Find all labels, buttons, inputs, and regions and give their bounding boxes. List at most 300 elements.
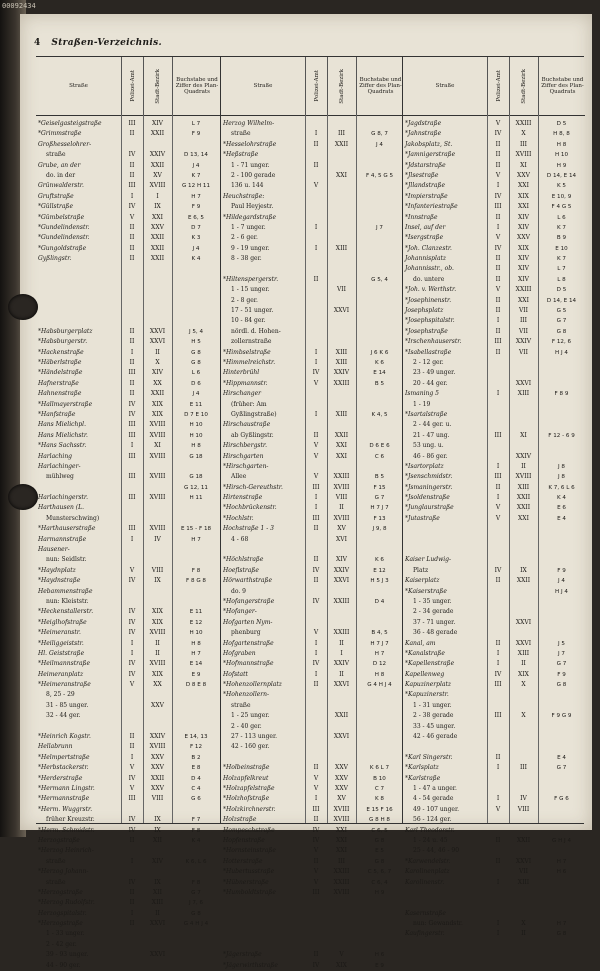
table-row — [403, 244, 585, 254]
plan-square: G 18 — [189, 453, 203, 460]
table-row — [403, 264, 585, 274]
plan-square: G 12 H 11 — [181, 183, 211, 190]
police-office: V — [313, 182, 319, 190]
city-district: XIV — [152, 120, 163, 127]
plan-square: G 8 H 8 — [369, 817, 390, 824]
street-name: *Isabellastraße — [405, 348, 452, 356]
street-name: *Hornsteinstraße — [223, 847, 276, 855]
table-row — [403, 285, 585, 295]
street-name: *Isartorplatz — [405, 462, 444, 470]
street-name: Herzogspitalstr. — [38, 909, 87, 917]
city-district: XXIV — [333, 369, 350, 377]
city-district: XVIII — [149, 182, 166, 190]
street-name: 20 - 44 ger. — [413, 379, 448, 387]
plan-square: F 9 — [557, 567, 566, 574]
city-district: XIV — [336, 556, 347, 564]
table-row — [221, 857, 403, 867]
table-row — [403, 348, 585, 358]
city-district: VIII — [151, 795, 164, 803]
city-district: X — [155, 358, 160, 366]
table-row — [221, 358, 403, 368]
plan-square: F 15 — [373, 484, 386, 491]
street-name: *Haydnplatz — [38, 566, 76, 574]
city-district: IX — [154, 577, 161, 585]
police-office: IV — [128, 203, 136, 211]
table-row — [221, 171, 403, 181]
street-name: Johannisstr., ob. — [405, 265, 454, 273]
plan-square: E 12 — [373, 567, 386, 574]
street-name: *Jägerstraße — [223, 951, 262, 959]
street-name: *Isartalstraße — [405, 410, 448, 418]
city-district: XIII — [335, 410, 348, 418]
city-district: XXVI — [333, 733, 350, 741]
plan-square: K 8 — [374, 796, 384, 803]
city-district: VII — [518, 348, 529, 356]
plan-square: H 7 — [191, 650, 201, 657]
plan-square: B 5 — [374, 474, 385, 481]
police-office: V — [313, 878, 319, 886]
table-row — [403, 275, 585, 285]
street-name: 1 - 25 unger. — [231, 712, 270, 720]
street-name: Kapellenweg — [405, 670, 445, 678]
table-row — [36, 379, 220, 389]
plan-square: H 7 — [191, 193, 201, 200]
header-city-district-label: Stadt-Bezirk — [155, 68, 162, 104]
plan-square: D 4 — [374, 598, 385, 605]
street-name: *Himbselstraße — [223, 348, 271, 356]
plan-square: E 14 — [189, 661, 203, 668]
table-row — [221, 826, 403, 836]
police-office: I — [314, 410, 318, 418]
street-name: *Karlsplatz — [405, 764, 439, 772]
police-office: IV — [128, 608, 136, 616]
police-office: I — [496, 878, 500, 886]
police-office: I — [130, 442, 134, 450]
police-office: I — [130, 639, 134, 647]
city-district: II — [155, 909, 160, 917]
city-district: XXVI — [149, 920, 166, 928]
police-office: IV — [494, 244, 502, 252]
column-header-row — [403, 57, 585, 116]
table-row — [221, 202, 403, 212]
plan-square: F 12 - 6 9 — [548, 432, 575, 439]
plan-square: G 8 — [191, 349, 201, 356]
police-office: V — [495, 286, 501, 294]
table-row — [221, 472, 403, 482]
table-row — [221, 659, 403, 669]
police-office: IV — [128, 410, 136, 418]
table-row — [36, 742, 220, 752]
table-row — [403, 618, 585, 628]
city-district: XIX — [336, 961, 347, 969]
police-office: V — [129, 213, 135, 221]
police-office: I — [496, 223, 500, 231]
police-office: III — [312, 483, 320, 491]
city-district: XX — [153, 379, 162, 387]
table-row — [221, 524, 403, 534]
city-district: XXI — [518, 182, 529, 190]
table-row — [36, 254, 220, 264]
street-name: *Helmpertstraße — [38, 753, 90, 761]
plan-square: F 8 — [191, 879, 201, 886]
police-office: IV — [128, 660, 136, 668]
plan-square: B 4, 5 — [371, 630, 388, 637]
plan-square: G 7 — [191, 889, 201, 896]
header-police-office-label: Polizei-Amt — [313, 70, 320, 102]
city-district: XXVI — [515, 639, 532, 647]
street-name: *Jamnigerstraße — [405, 151, 456, 159]
table-row — [403, 701, 585, 711]
table-row — [403, 898, 585, 908]
table-row — [36, 597, 220, 607]
city-district: XII — [152, 888, 162, 896]
plan-square: K 4 — [556, 495, 566, 502]
police-office: IV — [312, 597, 320, 605]
street-name: *Hans Sachsstr. — [38, 442, 87, 450]
page — [20, 14, 592, 969]
table-row — [403, 659, 585, 669]
street-name: 27 - 113 unger. — [231, 733, 278, 741]
street-name: (früher: Am — [231, 400, 267, 408]
table-row — [221, 888, 403, 898]
street-name: 2 - 100 gerade — [231, 171, 276, 179]
police-office: V — [495, 234, 501, 242]
street-name: *Kapuzinerstr. — [405, 691, 449, 699]
city-district: XVI — [336, 535, 347, 543]
table-row — [221, 701, 403, 711]
police-office: I — [496, 494, 500, 502]
table-row — [221, 493, 403, 503]
city-district: XII — [152, 836, 162, 844]
table-row — [221, 774, 403, 784]
city-district: XXIII — [333, 629, 350, 637]
street-name: *Harthauserstraße — [38, 525, 96, 533]
street-name: Allee — [231, 473, 247, 481]
table-row — [403, 763, 585, 773]
plan-square: H 7 — [191, 536, 201, 543]
city-district: XXII — [516, 577, 531, 585]
plan-square: H 7 — [556, 858, 567, 865]
plan-square: B 9 — [556, 235, 567, 242]
table-row — [403, 794, 585, 804]
column-header-row — [36, 57, 220, 116]
city-district: XXIII — [333, 473, 350, 481]
header-street — [36, 57, 121, 115]
city-district: XVIII — [149, 421, 166, 429]
city-district: XIII — [335, 358, 348, 366]
police-office: III — [494, 338, 502, 346]
plan-square: E 9 — [375, 962, 384, 969]
city-district: XXII — [150, 130, 165, 138]
table-row — [403, 639, 585, 649]
plan-square: K 7 — [191, 172, 201, 179]
plan-square: E 10 — [555, 245, 568, 252]
street-name: Hirschaustraße — [223, 421, 271, 429]
street-name: *Jagdstraße — [405, 120, 442, 127]
police-office: IV — [312, 660, 320, 668]
table-row — [403, 171, 585, 181]
street-name: *Herm. Wuggrstr. — [38, 805, 93, 813]
table-row — [36, 545, 220, 555]
street-name: *Haydnstraße — [38, 577, 81, 585]
street-name: Platz — [413, 566, 429, 574]
table-row — [221, 836, 403, 846]
street-name: *Humboldtstraße — [223, 888, 276, 896]
police-office: I — [130, 753, 134, 761]
table-row — [403, 161, 585, 171]
police-office: V — [495, 504, 501, 512]
table-row — [221, 878, 403, 888]
police-office: I — [130, 909, 134, 917]
city-district: XXII — [150, 161, 165, 169]
plan-square: L 6 — [191, 370, 201, 377]
table-row — [403, 503, 585, 513]
police-office: III — [128, 431, 136, 439]
table-row — [36, 950, 220, 960]
table-row — [36, 462, 220, 472]
police-office: II — [129, 234, 135, 242]
plan-square: C 6, 4 — [371, 879, 388, 886]
street-index-table — [36, 56, 584, 969]
city-district: VIII — [151, 566, 164, 574]
city-district: XIII — [517, 649, 530, 657]
table-row — [221, 794, 403, 804]
street-name: *Heßstraße — [223, 151, 259, 159]
city-district: XXIV — [333, 660, 350, 668]
police-office: I — [496, 462, 500, 470]
plan-square: H 8 — [556, 141, 567, 148]
police-office: II — [129, 338, 135, 346]
police-office: I — [130, 192, 134, 200]
page-header — [34, 38, 162, 48]
police-office: I — [130, 649, 134, 657]
city-district: XIX — [152, 670, 163, 678]
table-row — [403, 628, 585, 638]
city-district: XIII — [517, 390, 530, 398]
city-district: XXII — [150, 255, 165, 263]
table-row — [403, 566, 585, 576]
table-row — [403, 181, 585, 191]
plan-square: C 7 — [374, 786, 385, 792]
table-row — [221, 545, 403, 555]
street-name: *Jlsestraße — [405, 171, 439, 179]
police-office: III — [312, 805, 320, 813]
header-street-label: Straße — [69, 82, 88, 89]
plan-square: C 6, 5 — [371, 827, 388, 834]
street-name: *Joh. v. Werthstr. — [405, 286, 457, 294]
police-office: II — [313, 816, 319, 824]
plan-square: K 4 — [191, 837, 201, 844]
city-district: XXVI — [515, 857, 532, 865]
table-row — [221, 597, 403, 607]
street-name: *Jllandstraße — [405, 182, 446, 190]
table-row — [36, 493, 220, 503]
street-name: *Jsoldenstraße — [405, 494, 450, 502]
plan-square: D 14, E 14 — [546, 297, 577, 304]
city-district: II — [155, 639, 160, 647]
city-district: XVIII — [149, 473, 166, 481]
plan-square: K 4, 5 — [371, 411, 388, 418]
table-row — [36, 878, 220, 888]
police-office: I — [496, 660, 500, 668]
table-row — [403, 462, 585, 472]
police-office: III — [128, 421, 136, 429]
city-district: XIII — [335, 348, 348, 356]
street-name: *Himmelreichstr. — [223, 358, 276, 366]
table-row — [36, 649, 220, 659]
police-office: III — [312, 514, 320, 522]
street-name: 1 - 35 unger. — [413, 597, 452, 605]
police-office: II — [313, 431, 319, 439]
table-row — [403, 410, 585, 420]
city-district: X — [521, 681, 526, 689]
police-office: V — [313, 379, 319, 387]
street-name: Hofstatt — [223, 670, 248, 678]
plan-square: D 5 — [556, 121, 567, 127]
police-office: I — [496, 795, 500, 803]
header-city-district-label: Stadt-Bezirk — [521, 68, 528, 104]
table-row — [36, 452, 220, 462]
plan-square: G 8 — [556, 931, 567, 938]
street-name: nun: Seidlstr. — [46, 556, 87, 564]
city-district: X — [521, 920, 526, 928]
plan-square: J 6 K 6 — [370, 349, 389, 356]
street-name: *Infanteriestraße — [405, 203, 458, 211]
street-name: *Habsburgerplatz — [38, 327, 93, 335]
plan-square: K 6, L 6 — [185, 858, 207, 865]
plan-square: J 7 — [558, 650, 565, 657]
table-row — [221, 514, 403, 524]
table-row — [36, 171, 220, 181]
plan-square: B 10 — [373, 775, 386, 782]
city-district: II — [339, 670, 344, 678]
plan-square: H 7 — [556, 921, 567, 928]
police-office: IV — [312, 961, 320, 969]
street-name: 37 - 71 unger. — [413, 618, 456, 626]
table-row — [221, 140, 403, 150]
table-row — [221, 161, 403, 171]
police-office: II — [129, 244, 135, 252]
table-row — [403, 826, 585, 836]
street-name: 2 - 38 gerade — [413, 712, 454, 720]
table-row — [221, 389, 403, 399]
city-district: XXIV — [515, 452, 532, 460]
table-row — [221, 628, 403, 638]
city-district: XXII — [516, 836, 531, 844]
table-row — [221, 462, 403, 472]
table-row — [221, 805, 403, 815]
street-name: Hotterstraße — [223, 857, 263, 865]
table-row — [36, 670, 220, 680]
street-name: Hans Mielichstr. — [38, 431, 88, 439]
table-row — [221, 909, 403, 919]
table-row — [403, 379, 585, 389]
city-district: XI — [520, 161, 527, 169]
table-row — [403, 358, 585, 368]
city-district: XXIV — [149, 151, 166, 159]
plan-square: L 6 — [557, 214, 566, 221]
police-office: II — [313, 161, 319, 169]
city-district: XVIII — [333, 816, 350, 824]
header-police-office-label: Polizei-Amt — [495, 70, 502, 102]
table-row — [403, 784, 585, 794]
plan-square: F 8 — [191, 827, 201, 834]
police-office: I — [496, 182, 500, 190]
city-district: XIV — [152, 369, 163, 377]
city-district: III — [519, 764, 528, 772]
police-office: V — [313, 629, 319, 637]
table-row — [403, 805, 585, 815]
table-row — [221, 566, 403, 576]
street-name: *Geiselgasteigstraße — [38, 120, 102, 127]
plan-square: K 6 L 7 — [369, 765, 390, 772]
table-row — [36, 846, 220, 856]
street-name: Holzapfelkreut — [223, 774, 269, 782]
table-row — [221, 410, 403, 420]
police-office: II — [495, 151, 501, 159]
street-name: Hompeschstraße — [223, 826, 275, 834]
plan-square: F 7 — [191, 817, 201, 824]
table-row — [221, 254, 403, 264]
police-office: II — [313, 556, 319, 564]
table-row — [36, 161, 220, 171]
street-name: 56 - 124 ger. — [413, 816, 452, 824]
city-district: XIV — [518, 223, 529, 231]
city-district: XVIII — [149, 494, 166, 502]
plan-square: G 18 — [189, 474, 203, 481]
table-row — [403, 711, 585, 721]
police-office: I — [314, 130, 318, 138]
plan-square: H 7 J 7 — [370, 505, 389, 512]
table-row — [36, 711, 220, 721]
street-name: *Holbeinstraße — [223, 764, 270, 772]
city-district: XIV — [152, 857, 163, 865]
street-name: Hirschanger — [223, 390, 262, 398]
police-office: III — [494, 431, 502, 439]
city-district: XXVI — [149, 327, 166, 335]
city-district: XIV — [518, 265, 529, 273]
street-name: Karl Theodorstr. — [405, 826, 455, 834]
plan-square: J 4 — [192, 391, 200, 398]
table-row — [221, 690, 403, 700]
street-name: 2 - 12 ger. — [413, 358, 444, 366]
table-row — [221, 213, 403, 223]
street-name: 31 - 85 unger. — [46, 701, 89, 709]
city-district: XVIII — [149, 660, 166, 668]
plan-square: E 11 — [189, 609, 203, 616]
police-office: V — [313, 847, 319, 855]
table-row — [403, 846, 585, 856]
city-district: XXIV — [333, 566, 350, 574]
table-row — [36, 337, 220, 347]
city-district: XXII — [150, 244, 165, 252]
street-name: *Gümbelstraße — [38, 213, 85, 221]
street-name: *Heckenstallerstr. — [38, 608, 94, 616]
city-district: XIX — [518, 192, 529, 200]
street-name: *Josephstraße — [405, 327, 448, 335]
police-office: I — [314, 504, 318, 512]
plan-square: E 10, 9 — [551, 193, 572, 200]
street-name: *Josephspitalstr. — [405, 317, 455, 325]
police-office: II — [129, 223, 135, 231]
plan-square: H 10 — [189, 630, 203, 637]
city-district: XXV — [151, 701, 164, 709]
street-name: 42 - 160 ger. — [231, 743, 270, 751]
city-district: XIX — [152, 400, 163, 408]
city-district: XXII — [516, 494, 531, 502]
table-row — [36, 514, 220, 524]
city-district: XIII — [335, 244, 348, 252]
